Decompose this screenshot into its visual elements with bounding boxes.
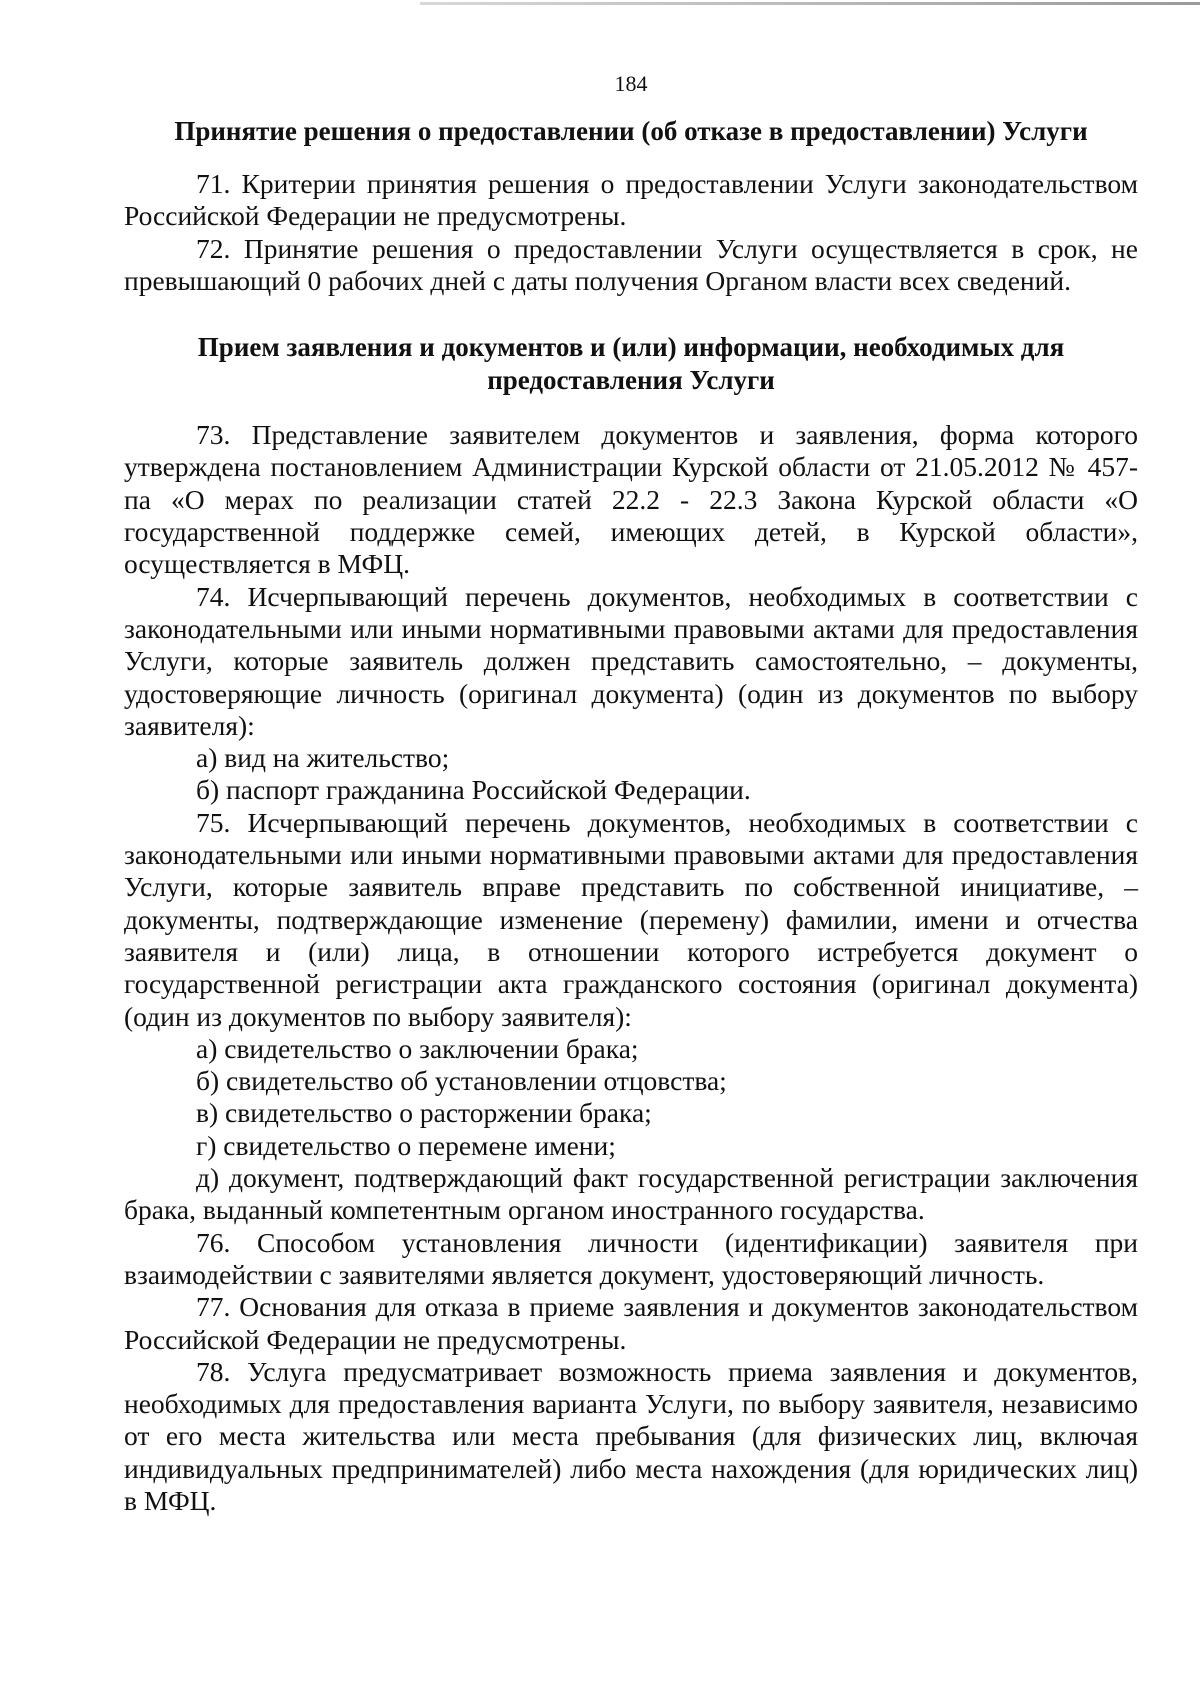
list-item-74b: б) паспорт гражданина Российской Федерации. xyxy=(196,774,751,806)
paragraph-73: 73. Представление заявителем документов и заявления, форма которого утверждена постановлением Администрации Курской области от 21.05.2012 № 457-па «О мерах по реализации статей 22.2 - 22.3 Закона Курской области «О государственной поддержке семей, имеющих детей, в Курской области», осуществляется в МФЦ. xyxy=(124,419,1138,580)
section-heading-application: Прием заявления и документов и (или) информации, необходимых для предоставления Услуги xyxy=(197,332,1065,396)
paragraph-75: 75. Исчерпывающий перечень документов, необходимых в соответствии с законодательными или иными нормативными правовыми актами для предоставления Услуги, которые заявитель вправе представить по собственной инициативе, – документы, подтверждающие изменение (перемену) фамилии, имени и отчества заявителя и (или) лица, в отношении которого истребуется документ о государственной регистрации акта гражданского состояния (оригинал документа) (один из документов по выбору заявителя): xyxy=(124,806,1138,1032)
paragraph-78: 78. Услуга предусматривает возможность приема заявления и документов, необходимых для предоставления варианта Услуги, по выбору заявителя, независимо от его места жительства или места пребывания (для физических лиц, включая индивидуальных предпринимателей) либо места нахождения (для юридических лиц) в МФЦ. xyxy=(124,1355,1138,1516)
paragraph-72: 72. Принятие решения о предоставлении Услуги осуществляется в срок, не превышающий 0 рабочих дней с даты получения Органом власти всех сведений. xyxy=(124,232,1138,296)
paragraph-77: 77. Основания для отказа в приеме заявления и документов законодательством Российской Федерации не предусмотрены. xyxy=(124,1291,1138,1355)
list-item-74a: а) вид на жительство; xyxy=(196,742,450,774)
paragraph-74: 74. Исчерпывающий перечень документов, необходимых в соответствии с законодательными или иными нормативными правовыми актами для предоставления Услуги, которые заявитель должен представить самостоятельно, – документы, удостоверяющие личность (оригинал документа) (один из документов по выбору заявителя): xyxy=(124,580,1138,741)
list-item-75b: б) свидетельство об установлении отцовства; xyxy=(196,1065,727,1097)
list-item-75c: в) свидетельство о расторжении брака; xyxy=(196,1097,652,1129)
list-item-75a: а) свидетельство о заключении брака; xyxy=(196,1032,639,1064)
scan-edge-line xyxy=(420,2,1200,5)
paragraph-71: 71. Критерии принятия решения о предоставлении Услуги законодательством Российской Федерации не предусмотрены. xyxy=(124,168,1138,232)
list-item-75e: д) документ, подтверждающий факт государственной регистрации заключения брака, выданный компетентным органом иностранного государства. xyxy=(124,1162,1138,1226)
paragraph-76: 76. Способом установления личности (идентификации) заявителя при взаимодействии с заявителями является документ, удостоверяющий личность. xyxy=(124,1226,1138,1290)
list-item-75d: г) свидетельство о перемене имени; xyxy=(196,1129,616,1161)
page-number: 184 xyxy=(614,71,648,96)
section-heading-decision: Принятие решения о предоставлении (об отказе в предоставлении) Услуги xyxy=(174,116,1088,146)
